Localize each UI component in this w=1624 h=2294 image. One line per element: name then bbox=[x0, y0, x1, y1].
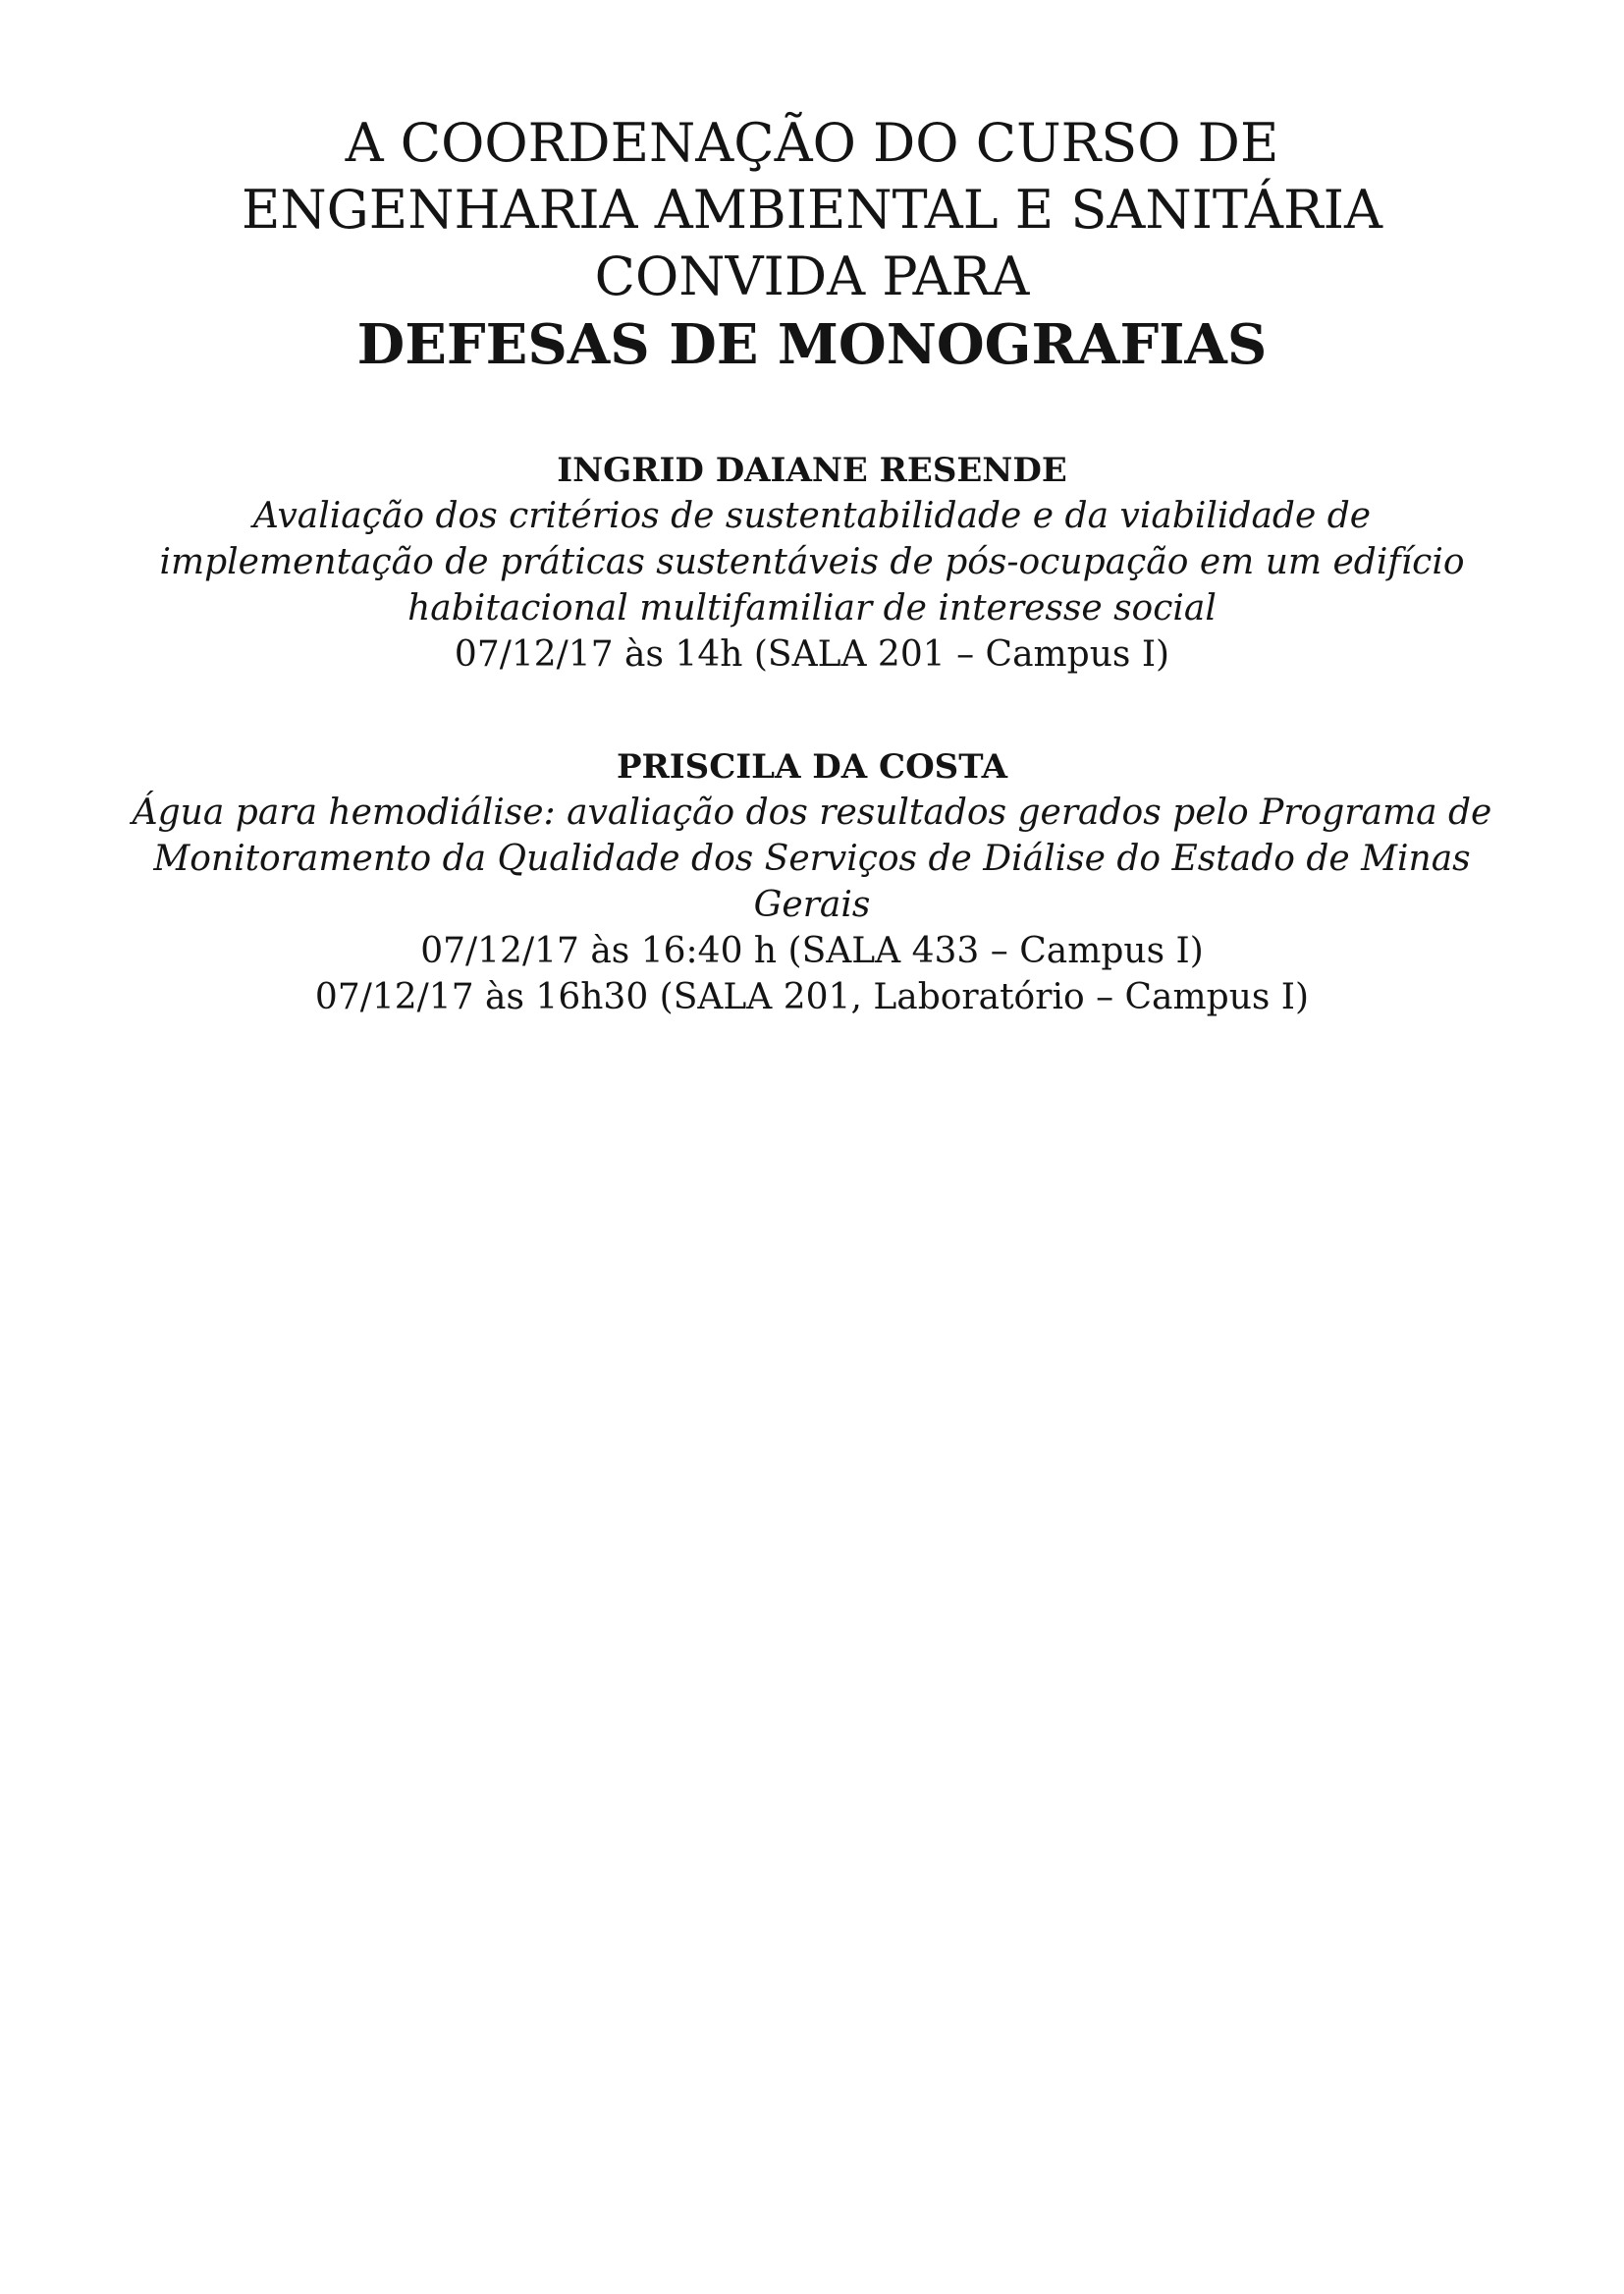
defense-schedule: 07/12/17 às 16:40 h (SALA 433 – Campus I) bbox=[420, 931, 1204, 971]
monograph-title-line: implementação de práticas sustentáveis de pós-ocupação em um edifício bbox=[159, 542, 1465, 582]
invitation-header bbox=[108, 110, 1516, 379]
header-line: A COORDENAÇÃO DO CURSO DE bbox=[345, 112, 1279, 174]
header-line: ENGENHARIA AMBIENTAL E SANITÁRIA bbox=[242, 179, 1382, 241]
monograph-title-line: Avaliação dos critérios de sustentabilidade e da viabilidade de bbox=[252, 496, 1372, 536]
student-name: INGRID DAIANE RESENDE bbox=[557, 451, 1067, 490]
defense-schedule: 07/12/17 às 16h30 (SALA 201, Laboratório – Campus I) bbox=[314, 977, 1310, 1017]
monograph-title-line: habitacional multifamiliar de interesse social bbox=[407, 588, 1217, 628]
defense-schedule: 07/12/17 às 14h (SALA 201 – Campus I) bbox=[454, 634, 1170, 675]
page-title: DEFESAS DE MONOGRAFIAS bbox=[356, 312, 1268, 377]
monograph-title-line: Água para hemodiálise: avaliação dos resultados gerados pelo Programa de bbox=[132, 792, 1492, 833]
monograph-title-line: Gerais bbox=[753, 885, 871, 925]
monograph-title-line: Monitoramento da Qualidade dos Serviços de Diálise do Estado de Minas bbox=[153, 839, 1471, 879]
student-name: PRISCILA DA COSTA bbox=[616, 747, 1008, 787]
defense-entry bbox=[108, 448, 1516, 678]
header-line: CONVIDA PARA bbox=[594, 246, 1030, 307]
defense-entry bbox=[108, 744, 1516, 1020]
